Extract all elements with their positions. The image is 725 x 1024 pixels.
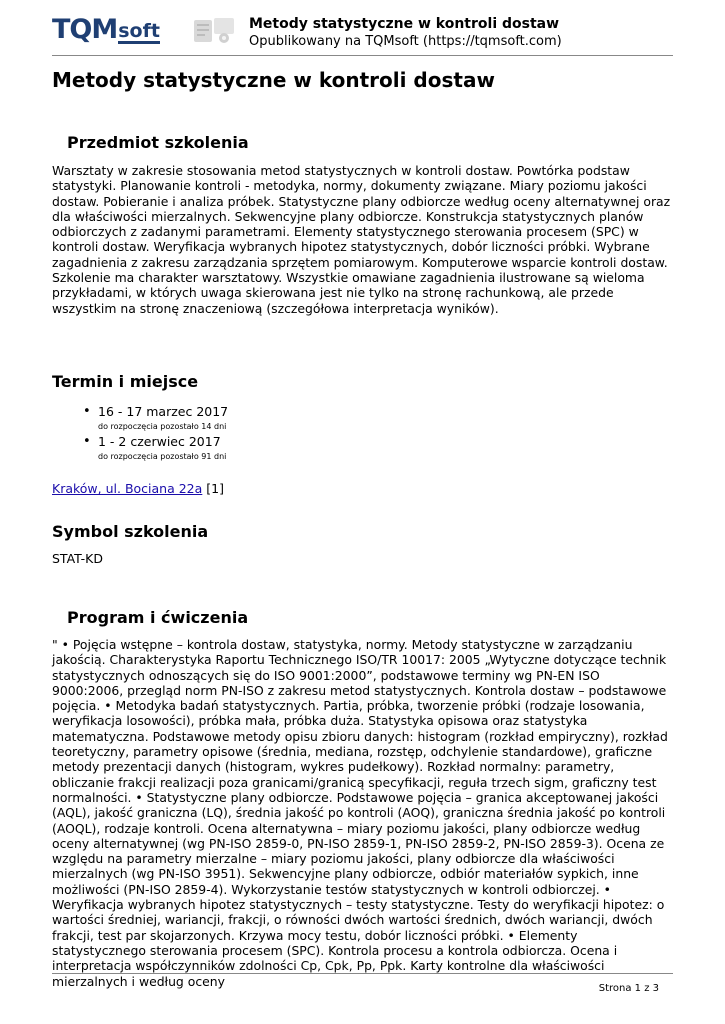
symbol-value: STAT-KD bbox=[52, 551, 104, 566]
schedule-date-note: do rozpoczęcia pozostało 91 dni bbox=[98, 452, 227, 461]
schedule-date-note: do rozpoczęcia pozostało 14 dni bbox=[98, 422, 227, 431]
schedule-date: • 16 - 17 marzec 2017 bbox=[98, 404, 229, 419]
location-link[interactable]: Kraków, ul. Bociana 22a bbox=[52, 481, 203, 496]
page-header bbox=[52, 14, 672, 56]
logo-graphic-icon bbox=[192, 16, 238, 46]
tqmsoft-logo[interactable] bbox=[52, 16, 160, 44]
program-heading: Program i ćwiczenia bbox=[67, 608, 249, 627]
header-divider bbox=[52, 55, 673, 56]
schedule-dates-list bbox=[78, 403, 228, 463]
page-number: Strona 1 z 3 bbox=[598, 983, 659, 994]
schedule-heading: Termin i miejsce bbox=[52, 372, 199, 391]
schedule-date: • 1 - 2 czerwiec 2017 bbox=[98, 434, 221, 449]
schedule-date-item bbox=[78, 403, 228, 433]
page-title: Metody statystyczne w kontroli dostaw bbox=[52, 68, 495, 92]
logo-sub-text: soft bbox=[118, 19, 160, 42]
schedule-date-item bbox=[78, 433, 228, 463]
location bbox=[52, 481, 224, 497]
subject-heading: Przedmiot szkolenia bbox=[67, 133, 249, 152]
header-published: Opublikowany na TQMsoft (https://tqmsoft.com) bbox=[249, 34, 562, 49]
logo-main-text: TQM bbox=[52, 14, 118, 45]
subject-text: Warsztaty w zakresie stosowania metod statystycznych w kontroli dostaw. Powtórka podstaw statystyki. Planowanie kontroli - metodyka, normy, dokumenty związane. Miary poziomu jakości dostaw. Pobieranie i analiza próbek. Statystyczne plany odbiorcze według oceny alternatywnej oraz dla właściwości mierzalnych. Sekwencyjne plany odbiorcze. Konstrukcja statystycznych planów odbiorczych z zadanymi parametrami. Elementy statystycznego sterowania procesem (SPC) w kontroli dostaw. Weryfikacja wybranych hipotez statystycznych, dobór liczności próbki. Wybrane zagadnienia z zakresu zarządzania sprzętem pomiarowym. Komputerowe wsparcie kontroli dostaw. Szkolenie ma charakter warsztatowy. Wszystkie omawiane zagadnienia ilustrowane są wieloma przykładami, w których uwaga skierowana jest nie tylko na stronę rachunkową, ale przede wszystkim na stronę znaczeniową (szczegółowa interpretacja wyników). bbox=[52, 163, 671, 316]
footer-divider bbox=[52, 973, 673, 974]
header-title: Metody statystyczne w kontroli dostaw bbox=[249, 16, 560, 32]
symbol-heading: Symbol szkolenia bbox=[52, 522, 209, 541]
program-text: " • Pojęcia wstępne – kontrola dostaw, statystyka, normy. Metody statystyczne w zarządzaniu jakością. Charakterystyka Raportu Technicznego ISO/TR 10017: 2005 „Wytyczne dotyczące technik statystycznych odnoszących się do ISO 9001:2000”, podstawowe terminy wg PN-EN ISO 9000:2006, przegląd norm PN-ISO z zakresu metod statystycznych. Kontrola dostaw – podstawowe pojęcia. • Metodyka badań statystycznych. Partia, próbka, tworzenie próbki (rodzaje losowania, weryfikacja losowości), próbka mała, próbka duża. Statystyka opisowa oraz statystyka matematyczna. Podstawowe metody opisu zbioru danych: histogram (rozkład empiryczny), rozkład teoretyczny, parametry opisowe (średnia, mediana, rozstęp, odchylenie standardowe), graficzne metody prezentacji danych (histogram, wykres pudełkowy). Rozkład normalny: parametry, obliczanie frakcji realizacji poza granicami/granicą specyfikacji, reguła trzech sigm, graficzny test normalności. • Statystyczne plany odbiorcze. Podstawowe pojęcia – granica akceptowanej jakości (AQL), jakość graniczna (LQ), średnia jakość po kontroli (AOQ), graniczna średnia jakość po kontroli (AOQL), rodzaje kontroli. Ocena alternatywna – miary poziomu jakości, plany odbiorcze według oceny alternatywnej (wg PN-ISO 2859-0, PN-ISO 2859-1, PN-ISO 2859-2, PN-ISO 2859-3). Ocena ze względu na parametry mierzalne – miary poziomu jakości, plany odbiorcze dla właściwości mierzalnych (wg PN-ISO 3951). Sekwencyjne plany odbiorcze, odbiór materiałów sypkich, inne możliwości (PN-ISO 2859-4). Wykorzystanie testów statystycznych w kontroli odbiorczej. • Weryfikacja wybranych hipotez statystycznych – testy statystyczne. Testy do weryfikacji hipotez: o wartości średniej, wariancji, frakcji, o równości dwóch wartości średnich, dwóch wariancji, dwóch frakcji, test par skojarzonych. Krzywa mocy testu, dobór liczności próbki. • Elementy statystycznego sterowania procesem (SPC). Kontrola procesu a kontrola odbiorcza. Ocena i interpretacja współczynników zdolności Cp, Cpk, Pp, Ppk. Karty kontrolne dla właściwości mierzalnych i według oceny bbox=[52, 637, 668, 989]
location-reference: [1] bbox=[206, 481, 225, 496]
